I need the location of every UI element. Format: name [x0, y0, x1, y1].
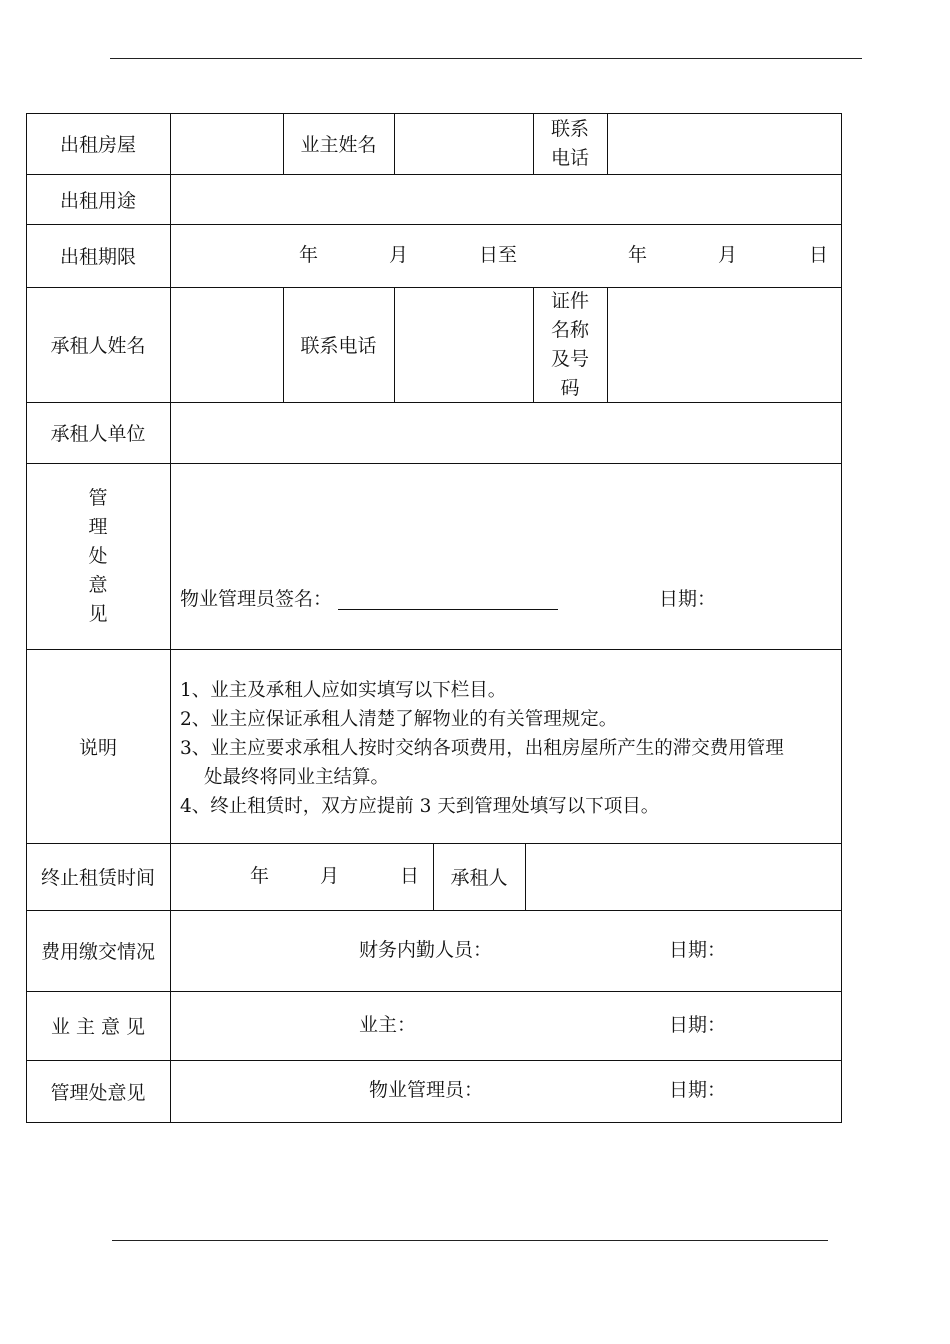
- tenant-name-label: 承租人姓名: [50, 335, 146, 357]
- year-unit: 年: [299, 244, 319, 266]
- owner-label: 业主：: [359, 1014, 417, 1036]
- fee-payment-label: 费用缴交情况: [40, 941, 155, 963]
- termination-time-label: 终止租赁时间: [40, 867, 155, 889]
- day-unit: 日: [809, 244, 829, 266]
- termination-tenant-field[interactable]: [525, 843, 841, 910]
- date-label: 日期：: [669, 1014, 727, 1036]
- note-item: 4、终止租赁时，双方应提前 3 天到管理处填写以下项目。: [180, 796, 660, 817]
- id-label-line: 及号: [550, 347, 589, 370]
- footer-rule: [112, 1240, 828, 1241]
- rental-period-field[interactable]: [170, 224, 841, 287]
- date-label: 日期：: [669, 1079, 727, 1101]
- finance-staff-label: 财务内勤人员：: [359, 939, 493, 961]
- table-border-right: [841, 113, 842, 1122]
- header-rule: [110, 58, 862, 59]
- mgmt-opinion-char: 见: [88, 602, 108, 625]
- year-unit: 年: [628, 244, 648, 266]
- note-item: 2、业主应保证承租人清楚了解物业的有关管理规定。: [180, 709, 618, 730]
- month-unit: 月: [389, 244, 409, 266]
- owner-phone-label-line: 电话: [550, 146, 589, 169]
- owner-opinion-field[interactable]: [170, 991, 841, 1060]
- owner-name-label: 业主姓名: [300, 134, 377, 156]
- rental-use-field[interactable]: [170, 174, 841, 224]
- mgmt-opinion-final-label: 管理处意见: [50, 1081, 146, 1104]
- rental-period-label: 出租期限: [59, 246, 136, 268]
- note-item: 3、业主应要求承租人按时交纳各项费用，出租房屋所产生的滞交费用管理: [180, 738, 784, 759]
- year-unit: 年: [250, 865, 270, 887]
- id-label-line: 名称: [550, 318, 589, 341]
- owner-opinion-label: 业 主 意 见: [50, 1016, 146, 1038]
- owner-name-field[interactable]: [394, 113, 533, 174]
- notes-list: [180, 676, 840, 821]
- mgmt-opinion-char: 管: [88, 486, 108, 509]
- fee-payment-field[interactable]: [170, 910, 841, 991]
- id-label-line: 证件: [550, 289, 589, 312]
- owner-phone-field[interactable]: [607, 113, 841, 174]
- month-unit: 月: [320, 865, 340, 887]
- rental-house-field[interactable]: [170, 113, 283, 174]
- notes-label: 说明: [78, 736, 117, 759]
- tenant-unit-field[interactable]: [170, 402, 841, 463]
- day-to-unit: 日至: [479, 244, 518, 266]
- id-type-number-label: [533, 287, 607, 402]
- mgmt-opinion-final-field[interactable]: [170, 1060, 841, 1122]
- date-label: 日期：: [659, 588, 717, 610]
- month-unit: 月: [718, 244, 738, 266]
- owner-phone-label-line: 联系: [550, 117, 589, 140]
- tenant-phone-field[interactable]: [394, 287, 533, 402]
- termination-tenant-label: 承租人: [450, 867, 508, 889]
- date-label: 日期：: [669, 939, 727, 961]
- id-type-number-field[interactable]: [607, 287, 841, 402]
- tenant-phone-label: 联系电话: [300, 335, 377, 357]
- tenant-name-field[interactable]: [170, 287, 283, 402]
- manager-signature-label: 物业管理员签名：: [180, 588, 333, 610]
- owner-phone-label: [533, 113, 607, 174]
- mgmt-office-opinion-field[interactable]: [170, 463, 841, 649]
- table-border-bottom: [26, 1122, 842, 1123]
- mgmt-opinion-char: 意: [88, 573, 108, 596]
- signature-line[interactable]: [338, 609, 558, 610]
- mgmt-opinion-char: 处: [88, 544, 108, 567]
- manager-label: 物业管理员：: [369, 1079, 484, 1101]
- rental-use-label: 出租用途: [59, 189, 136, 212]
- rental-house-label: 出租房屋: [59, 134, 136, 156]
- day-unit: 日: [400, 865, 420, 887]
- note-item: 处最终将同业主结算。: [204, 767, 390, 788]
- mgmt-opinion-char: 理: [88, 515, 108, 538]
- tenant-unit-label: 承租人单位: [50, 423, 146, 445]
- id-label-line: 码: [560, 376, 580, 399]
- termination-date-field[interactable]: [170, 843, 433, 910]
- mgmt-office-opinion-label: [26, 463, 170, 649]
- note-item: 1、业主及承租人应如实填写以下栏目。: [180, 680, 507, 701]
